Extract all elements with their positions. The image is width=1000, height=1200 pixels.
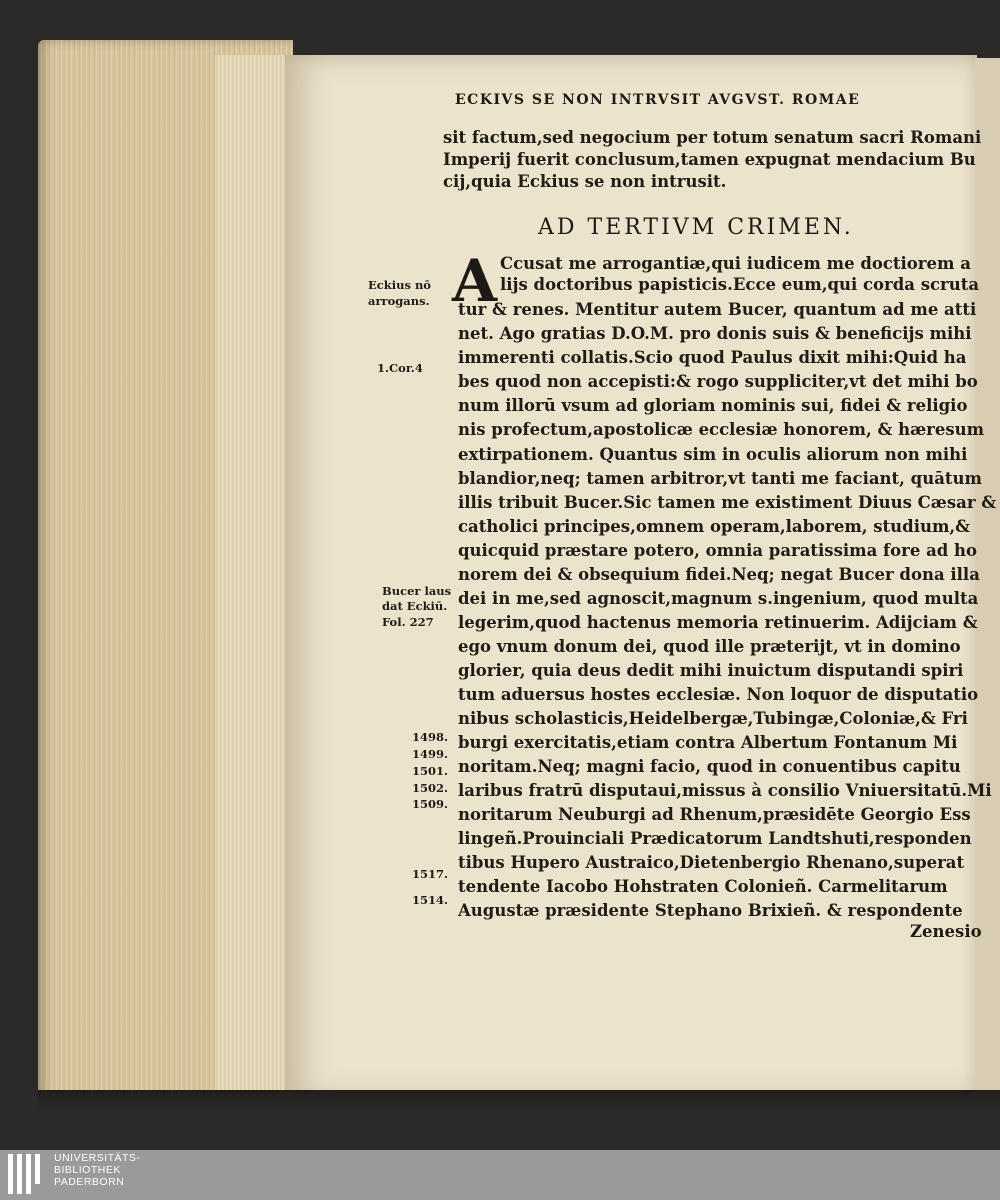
margin-note-year: 1509. (412, 797, 449, 811)
text-line: blandior,neq; tamen arbitror,vt tanti me faciant, quātum (458, 469, 982, 488)
library-logo-icon (8, 1154, 48, 1194)
margin-note-year: 1502. (412, 781, 449, 795)
text-line: nis profectum,apostolicæ ecclesiæ honorem, & hæresum (458, 420, 985, 439)
margin-note: Bucer laus (382, 584, 452, 598)
text-line: Augustæ præsidente Stephano Brixieñ. & respondente (458, 901, 963, 920)
footer-line: BIBLIOTHEK (54, 1164, 121, 1176)
text-line: Ccusat me arrogantiæ,qui iudicem me doctiorem a (500, 254, 971, 273)
text-line: glorier, quia deus dedit mihi inuictum disputandi spiri (458, 661, 964, 680)
text-line: lingeñ.Prouinciali Prædicatorum Landtshuti,responden (458, 829, 972, 848)
text-line: legerim,quod hactenus memoria retinuerim. Adijciam & (458, 613, 978, 632)
text-line: norem dei & obsequium fidei.Neq; negat Bucer dona illa (458, 565, 980, 584)
margin-note: Eckius nō (368, 278, 431, 292)
text-line: nibus scholasticis,Heidelbergæ,Tubingæ,Coloniæ,& Fri (458, 709, 968, 728)
text-line: noritarum Neuburgi ad Rhenum,præsidēte Georgio Ess (458, 805, 971, 824)
text-line: extirpationem. Quantus sim in oculis aliorum non mihi (458, 445, 968, 464)
margin-note-year: 1499. (412, 747, 449, 761)
text-line: quicquid præstare potero, omnia paratissima fore ad ho (458, 541, 978, 560)
margin-note: 1.Cor.4 (377, 361, 423, 375)
text-line: immerenti collatis.Scio quod Paulus dixit mihi:Quid ha (458, 348, 967, 367)
running-head: ECKIVS SE NON INTRVSIT AVGVST. ROMAE (455, 92, 861, 108)
text-line: dei in me,sed agnoscit,magnum s.ingenium, quod multa (458, 589, 979, 608)
margin-note-year: 1501. (412, 764, 449, 778)
text-line: catholici principes,omnem operam,laborem, studium,& (458, 517, 971, 536)
text-line: laribus fratrū disputaui,missus à consilio Vniuersitatū.Mi (458, 781, 992, 800)
margin-note-year: 1514. (412, 893, 449, 907)
footer-line: UNIVERSITÄTS- (54, 1152, 141, 1164)
library-footer (0, 1150, 1000, 1200)
margin-note: arrogans. (368, 294, 430, 308)
footer-line: PADERBORN (54, 1176, 125, 1188)
margin-note-year: 1498. (412, 730, 449, 744)
margin-note: Fol. 227 (382, 615, 434, 629)
drop-capital: A (452, 247, 498, 315)
text-line: ego vnum donum dei, quod ille præterijt, vt in domino (458, 637, 961, 656)
text-line: tendente Iacobo Hohstraten Colonieñ. Carmelitarum (458, 877, 948, 896)
text-line: sit factum,sed negocium per totum senatum sacri Romani (443, 128, 982, 147)
text-line: num illorū vsum ad gloriam nominis sui, fidei & religio (458, 396, 968, 415)
text-line: cij,quia Eckius se non intrusit. (443, 172, 727, 191)
catchword: Zenesio (910, 922, 982, 941)
text-line: net. Ago gratias D.O.M. pro donis suis & beneficijs mihi (458, 324, 972, 343)
text-line: lijs doctoribus papisticis.Ecce eum,qui corda scruta (500, 275, 980, 294)
margin-note-year: 1517. (412, 867, 449, 881)
margin-note: dat Eckiū. (382, 599, 448, 613)
text-line: burgi exercitatis,etiam contra Albertum Fontanum Mi (458, 733, 958, 752)
text-line: Imperij fuerit conclusum,tamen expugnat mendacium Bu (443, 150, 976, 169)
page-shadow (38, 1090, 1000, 1110)
section-title: AD TERTIVM CRIMEN. (538, 215, 854, 240)
text-line: bes quod non accepisti:& rogo suppliciter,vt det mihi bo (458, 372, 978, 391)
text-line: noritam.Neq; magni facio, quod in conuentibus capitu (458, 757, 961, 776)
text-line: tum aduersus hostes ecclesiæ. Non loquor de disputatio (458, 685, 979, 704)
text-line: illis tribuit Bucer.Sic tamen me existiment Diuus Cæsar & (458, 493, 997, 512)
text-line: tur & renes. Mentitur autem Bucer, quantum ad me atti (458, 300, 977, 319)
text-line: tibus Hupero Austraico,Dietenbergio Rhenano,superat (458, 853, 965, 872)
